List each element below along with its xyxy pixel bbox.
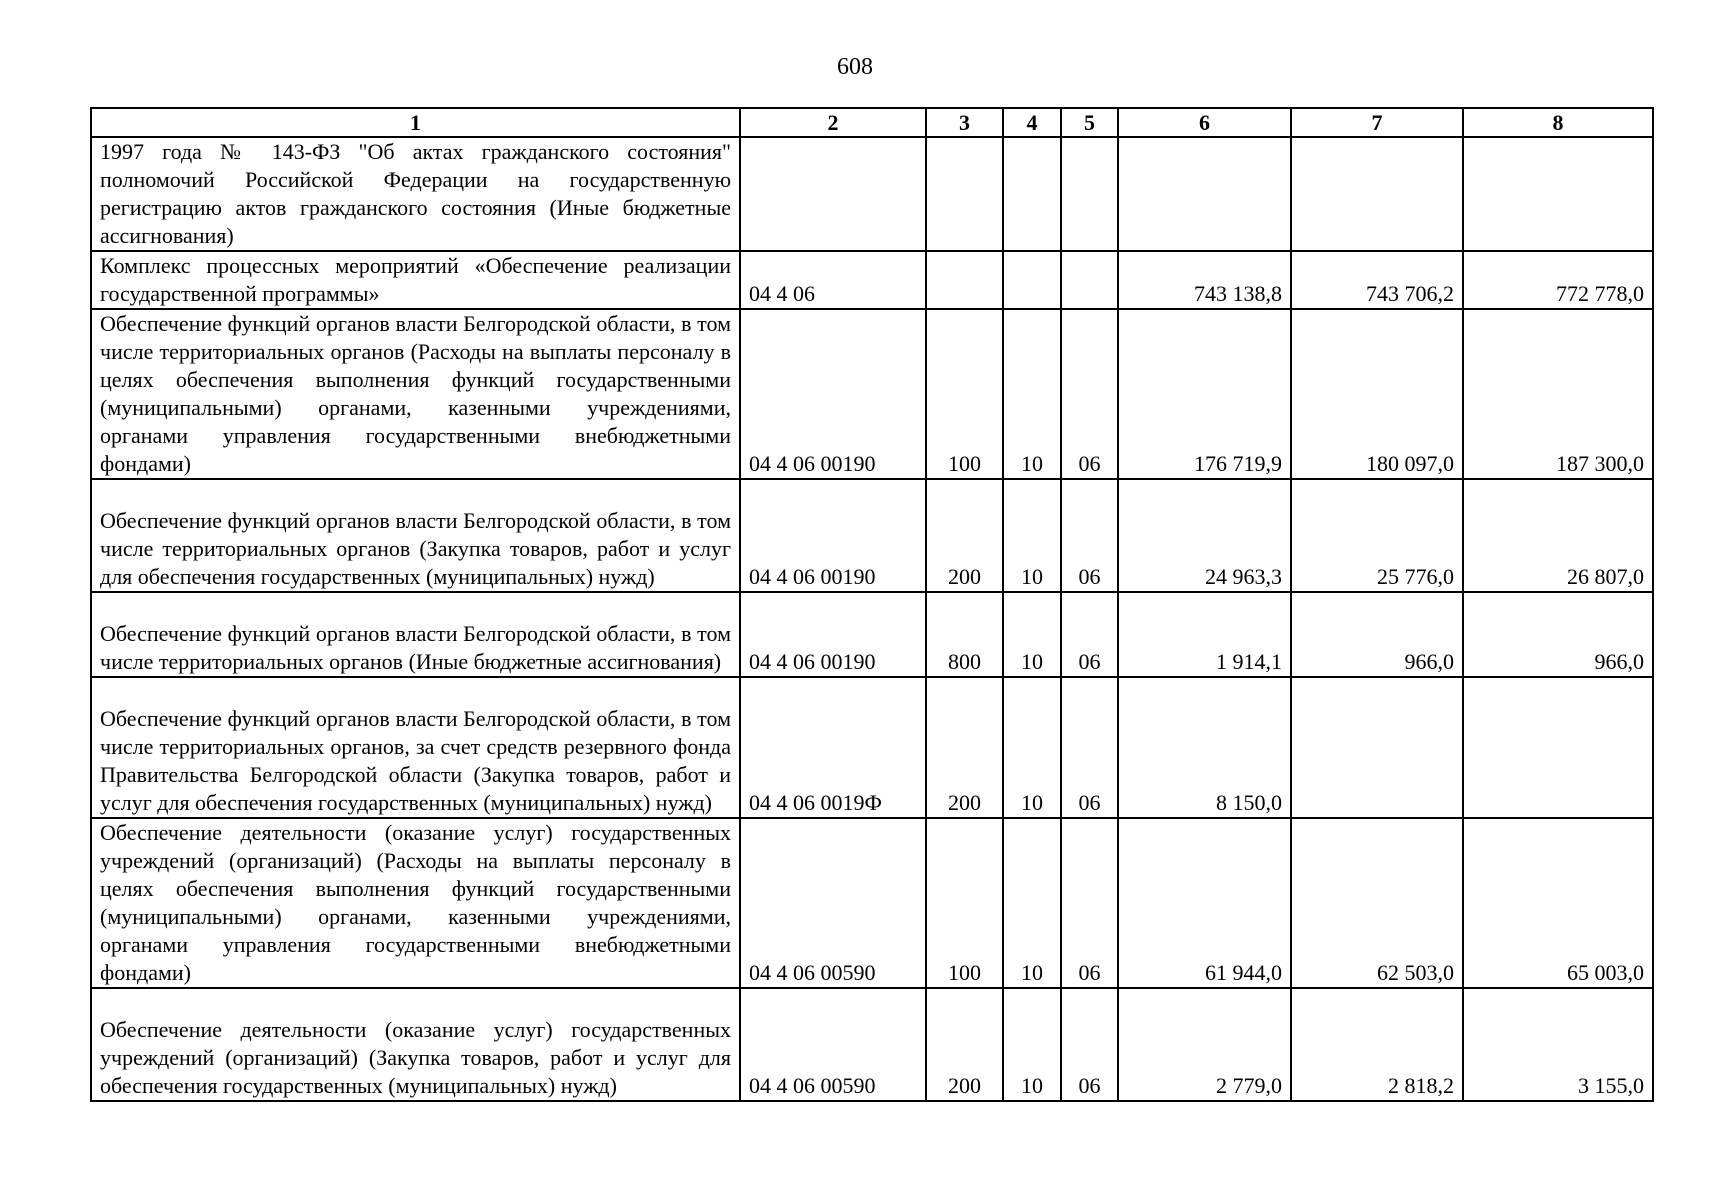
- budget-table: [90, 107, 1654, 1102]
- amount-col-8: 3 155,0: [1463, 988, 1653, 1101]
- section-code: 10: [1003, 818, 1061, 988]
- program-code: 04 4 06 00590: [740, 988, 926, 1101]
- section-code: 10: [1003, 309, 1061, 479]
- table-row: [91, 818, 1653, 988]
- amount-col-7: 966,0: [1291, 592, 1463, 677]
- amount-col-6: 24 963,3: [1118, 479, 1291, 592]
- expense-description: Обеспечение функций органов власти Белгородской области, в том числе территориальных органов (Иные бюджетные ассигнования): [91, 592, 740, 677]
- amount-col-8: 966,0: [1463, 592, 1653, 677]
- program-code: 04 4 06 0019Ф: [740, 677, 926, 818]
- column-header: 7: [1291, 108, 1463, 137]
- program-code: 04 4 06 00190: [740, 592, 926, 677]
- amount-col-6: 8 150,0: [1118, 677, 1291, 818]
- column-header: 3: [926, 108, 1003, 137]
- amount-col-6: [1118, 137, 1291, 251]
- expense-description: Обеспечение функций органов власти Белгородской области, в том числе территориальных органов, за счет средств резервного фонда Правительства Белгородской области (Закупка товаров, работ и услуг для обеспечения государственных (муниципальных) нужд): [91, 677, 740, 818]
- section-code: 10: [1003, 988, 1061, 1101]
- table-row: [91, 988, 1653, 1101]
- column-header: 1: [91, 108, 740, 137]
- page-number: 608: [837, 54, 873, 80]
- section-code: [1003, 137, 1061, 251]
- table-row: [91, 479, 1653, 592]
- expense-description: Обеспечение функций органов власти Белгородской области, в том числе территориальных органов (Закупка товаров, работ и услуг для обеспечения государственных (муниципальных) нужд): [91, 479, 740, 592]
- section-code: [1003, 251, 1061, 309]
- amount-col-7: 62 503,0: [1291, 818, 1463, 988]
- column-header: 5: [1061, 108, 1118, 137]
- expense-description: 1997 года № 143-ФЗ "Об актах гражданского состояния" полномочий Российской Федерации на государственную регистрацию актов гражданского состояния (Иные бюджетные ассигнования): [91, 137, 740, 251]
- amount-col-6: 2 779,0: [1118, 988, 1291, 1101]
- program-code: 04 4 06 00190: [740, 479, 926, 592]
- expense-type-code: 100: [926, 818, 1003, 988]
- amount-col-6: 1 914,1: [1118, 592, 1291, 677]
- program-code: 04 4 06 00590: [740, 818, 926, 988]
- amount-col-7: 25 776,0: [1291, 479, 1463, 592]
- table-row: [91, 592, 1653, 677]
- amount-col-7: [1291, 677, 1463, 818]
- column-header: 6: [1118, 108, 1291, 137]
- subsection-code: 06: [1061, 677, 1118, 818]
- amount-col-8: 772 778,0: [1463, 251, 1653, 309]
- section-code: 10: [1003, 479, 1061, 592]
- amount-col-8: 187 300,0: [1463, 309, 1653, 479]
- column-header: 2: [740, 108, 926, 137]
- expense-description: Обеспечение деятельности (оказание услуг) государственных учреждений (организаций) (Расходы на выплаты персоналу в целях обеспечения выполнения функций государственными (муниципальными) органами, казенными учреждениями, органами управления государственными внебюджетными фондами): [91, 818, 740, 988]
- amount-col-8: 65 003,0: [1463, 818, 1653, 988]
- subsection-code: 06: [1061, 309, 1118, 479]
- table-row: [91, 309, 1653, 479]
- expense-description: Обеспечение функций органов власти Белгородской области, в том числе территориальных органов (Расходы на выплаты персоналу в целях обеспечения выполнения функций государственными (муниципальными) органами, казенными учреждениями, органами управления государственными внебюджетными фондами): [91, 309, 740, 479]
- amount-col-8: [1463, 677, 1653, 818]
- program-code: 04 4 06: [740, 251, 926, 309]
- table-row: [91, 251, 1653, 309]
- table-header-row: [91, 108, 1653, 137]
- subsection-code: 06: [1061, 479, 1118, 592]
- expense-type-code: [926, 137, 1003, 251]
- column-header: 4: [1003, 108, 1061, 137]
- column-header: 8: [1463, 108, 1653, 137]
- expense-type-code: 100: [926, 309, 1003, 479]
- subsection-code: 06: [1061, 818, 1118, 988]
- program-code: 04 4 06 00190: [740, 309, 926, 479]
- amount-col-8: [1463, 137, 1653, 251]
- amount-col-6: 743 138,8: [1118, 251, 1291, 309]
- expense-description: Обеспечение деятельности (оказание услуг) государственных учреждений (организаций) (Закупка товаров, работ и услуг для обеспечения государственных (муниципальных) нужд): [91, 988, 740, 1101]
- section-code: 10: [1003, 677, 1061, 818]
- amount-col-7: 743 706,2: [1291, 251, 1463, 309]
- subsection-code: 06: [1061, 592, 1118, 677]
- amount-col-6: 176 719,9: [1118, 309, 1291, 479]
- expense-type-code: 200: [926, 479, 1003, 592]
- program-code: [740, 137, 926, 251]
- table-row: [91, 677, 1653, 818]
- amount-col-7: [1291, 137, 1463, 251]
- expense-type-code: 200: [926, 988, 1003, 1101]
- table-row: [91, 137, 1653, 251]
- amount-col-7: 180 097,0: [1291, 309, 1463, 479]
- section-code: 10: [1003, 592, 1061, 677]
- expense-type-code: 800: [926, 592, 1003, 677]
- expense-type-code: [926, 251, 1003, 309]
- expense-description: Комплекс процессных мероприятий «Обеспечение реализации государственной программы»: [91, 251, 740, 309]
- amount-col-7: 2 818,2: [1291, 988, 1463, 1101]
- subsection-code: [1061, 251, 1118, 309]
- subsection-code: [1061, 137, 1118, 251]
- amount-col-6: 61 944,0: [1118, 818, 1291, 988]
- subsection-code: 06: [1061, 988, 1118, 1101]
- expense-type-code: 200: [926, 677, 1003, 818]
- amount-col-8: 26 807,0: [1463, 479, 1653, 592]
